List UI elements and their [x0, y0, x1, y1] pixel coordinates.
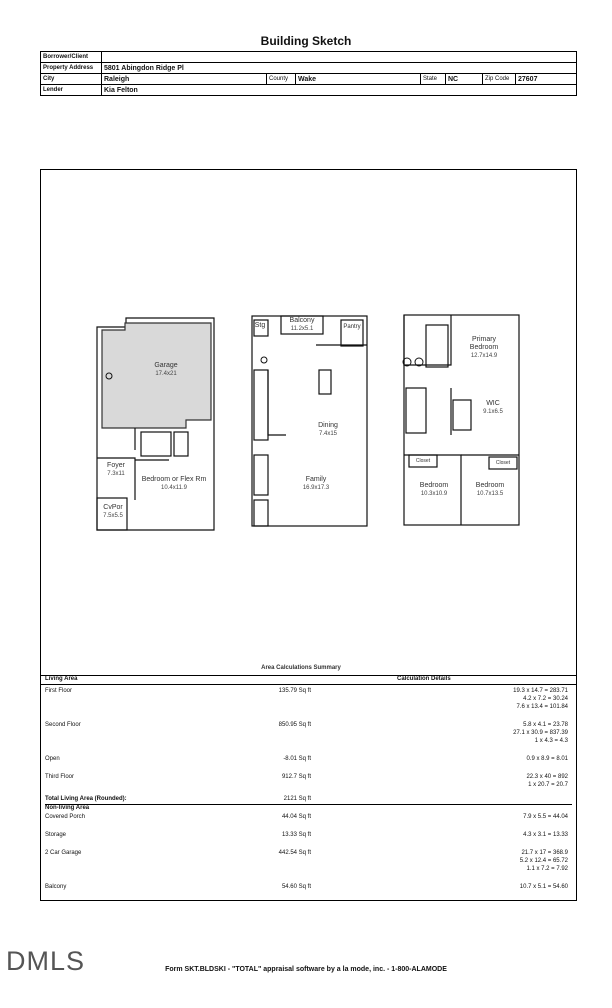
calc-detail: 1 x 20.7 = 20.7: [528, 782, 568, 788]
family-label: Family 16.9x17.3: [302, 476, 330, 491]
city-label: City: [41, 74, 102, 85]
calc-detail: 0.9 x 8.9 = 8.01: [526, 756, 568, 762]
calc-row-area: 44.04 Sq ft: [281, 814, 311, 820]
state-value: NC: [446, 74, 483, 85]
calc-row-area: 912.7 Sq ft: [281, 774, 311, 780]
calc-row-area: 135.79 Sq ft: [278, 688, 311, 694]
closet1-label: Closet: [415, 458, 431, 464]
island: [319, 370, 331, 394]
bedroom-flex-label: Bedroom or Flex Rm 10.4x11.9: [141, 476, 207, 491]
calc-row-label: Covered Porch: [45, 814, 86, 820]
calc-row-area: 54.60 Sq ft: [281, 884, 311, 890]
calc-row-label: Third Floor: [45, 774, 75, 780]
property-address-label: Property Address: [41, 63, 102, 74]
area-summary-title: Area Calculations Summary: [261, 665, 341, 671]
sketch-frame: [40, 169, 577, 901]
form-footer: Form SKT.BLDSKI - "TOTAL" appraisal software by a la mode, inc. - 1-800-ALAMODE: [165, 966, 447, 973]
closet2-label: Closet: [495, 460, 511, 466]
primary-bedroom-label: Primary Bedroom 12.7x14.9: [469, 336, 499, 359]
calc-row-label: Open: [45, 756, 60, 762]
calc-row-label: Balcony: [45, 884, 67, 890]
borrower-value: [102, 52, 577, 63]
total-living-value: 2121 Sq ft: [283, 796, 311, 802]
calc-detail: 5.2 x 12.4 = 65.72: [519, 858, 568, 864]
dining-label: Dining 7.4x15: [318, 422, 338, 437]
calc-detail: 7.9 x 5.5 = 44.04: [523, 814, 568, 820]
state-label: State: [421, 74, 446, 85]
cvpor-label: CvPor 7.5x5.5: [103, 504, 123, 519]
calc-row-area: 850.95 Sq ft: [278, 722, 311, 728]
calc-detail: 1 x 4.3 = 4.3: [534, 738, 568, 744]
calc-detail: 21.7 x 17 = 368.9: [521, 850, 568, 856]
calc-detail: 22.3 x 40 = 892: [526, 774, 568, 780]
calc-detail: 27.1 x 30.9 = 837.39: [513, 730, 568, 736]
city-value: Raleigh: [102, 74, 267, 85]
county-label: County: [267, 74, 296, 85]
calc-detail: 4.2 x 7.2 = 30.24: [523, 696, 568, 702]
calc-detail: 10.7 x 5.1 = 54.60: [519, 884, 568, 890]
borrower-label: Borrower/Client: [41, 52, 102, 63]
pantry-label: Pantry: [343, 324, 361, 330]
calc-row-area: 442.54 Sq ft: [278, 850, 311, 856]
balcony-label: Balcony 11.2x5.1: [289, 317, 315, 332]
dmls-watermark: DMLS: [6, 946, 86, 976]
bedroom2-label: Bedroom 10.7x13.5: [475, 482, 505, 497]
total-living-label: Total Living Area (Rounded):: [45, 796, 127, 802]
calc-header: [41, 675, 576, 685]
foyer-label: Foyer 7.3x11: [107, 462, 125, 477]
bedroom1-label: Bedroom 10.3x10.9: [419, 482, 449, 497]
wic-label: WIC 9.1x6.5: [483, 400, 503, 415]
living-area-header: Living Area: [45, 676, 78, 682]
lender-value: Kia Felton: [102, 85, 577, 96]
county-value: Wake: [296, 74, 421, 85]
calc-row-label: First Floor: [45, 688, 72, 694]
calc-detail: 1.1 x 7.2 = 7.92: [526, 866, 568, 872]
calc-row-area: -8.01 Sq ft: [283, 756, 311, 762]
stg-label: Stg: [254, 322, 266, 329]
property-info-table: [40, 51, 577, 96]
calc-row-area: 13.33 Sq ft: [281, 832, 311, 838]
page-title: Building Sketch: [260, 34, 352, 48]
calc-details-header: Calculation Details: [397, 676, 451, 682]
non-living-header: Non-living Area: [45, 804, 572, 811]
zip-label: Zip Code: [483, 74, 516, 85]
garage-label: Garage 17.4x21: [154, 362, 178, 377]
calc-row-label: Storage: [45, 832, 67, 838]
lender-label: Lender: [41, 85, 102, 96]
calc-detail: 4.3 x 3.1 = 13.33: [523, 832, 568, 838]
property-address-value: 5801 Abingdon Ridge Pl: [102, 63, 577, 74]
calc-detail: 7.6 x 13.4 = 101.84: [516, 704, 568, 710]
calc-row-label: Second Floor: [45, 722, 81, 728]
floor-plan-drawing: [41, 170, 576, 900]
calc-detail: 5.8 x 4.1 = 23.78: [523, 722, 568, 728]
calc-detail: 19.3 x 14.7 = 283.71: [513, 688, 568, 694]
calc-row-label: 2 Car Garage: [45, 850, 82, 856]
zip-value: 27607: [516, 74, 577, 85]
floor2-outline: [252, 316, 367, 526]
